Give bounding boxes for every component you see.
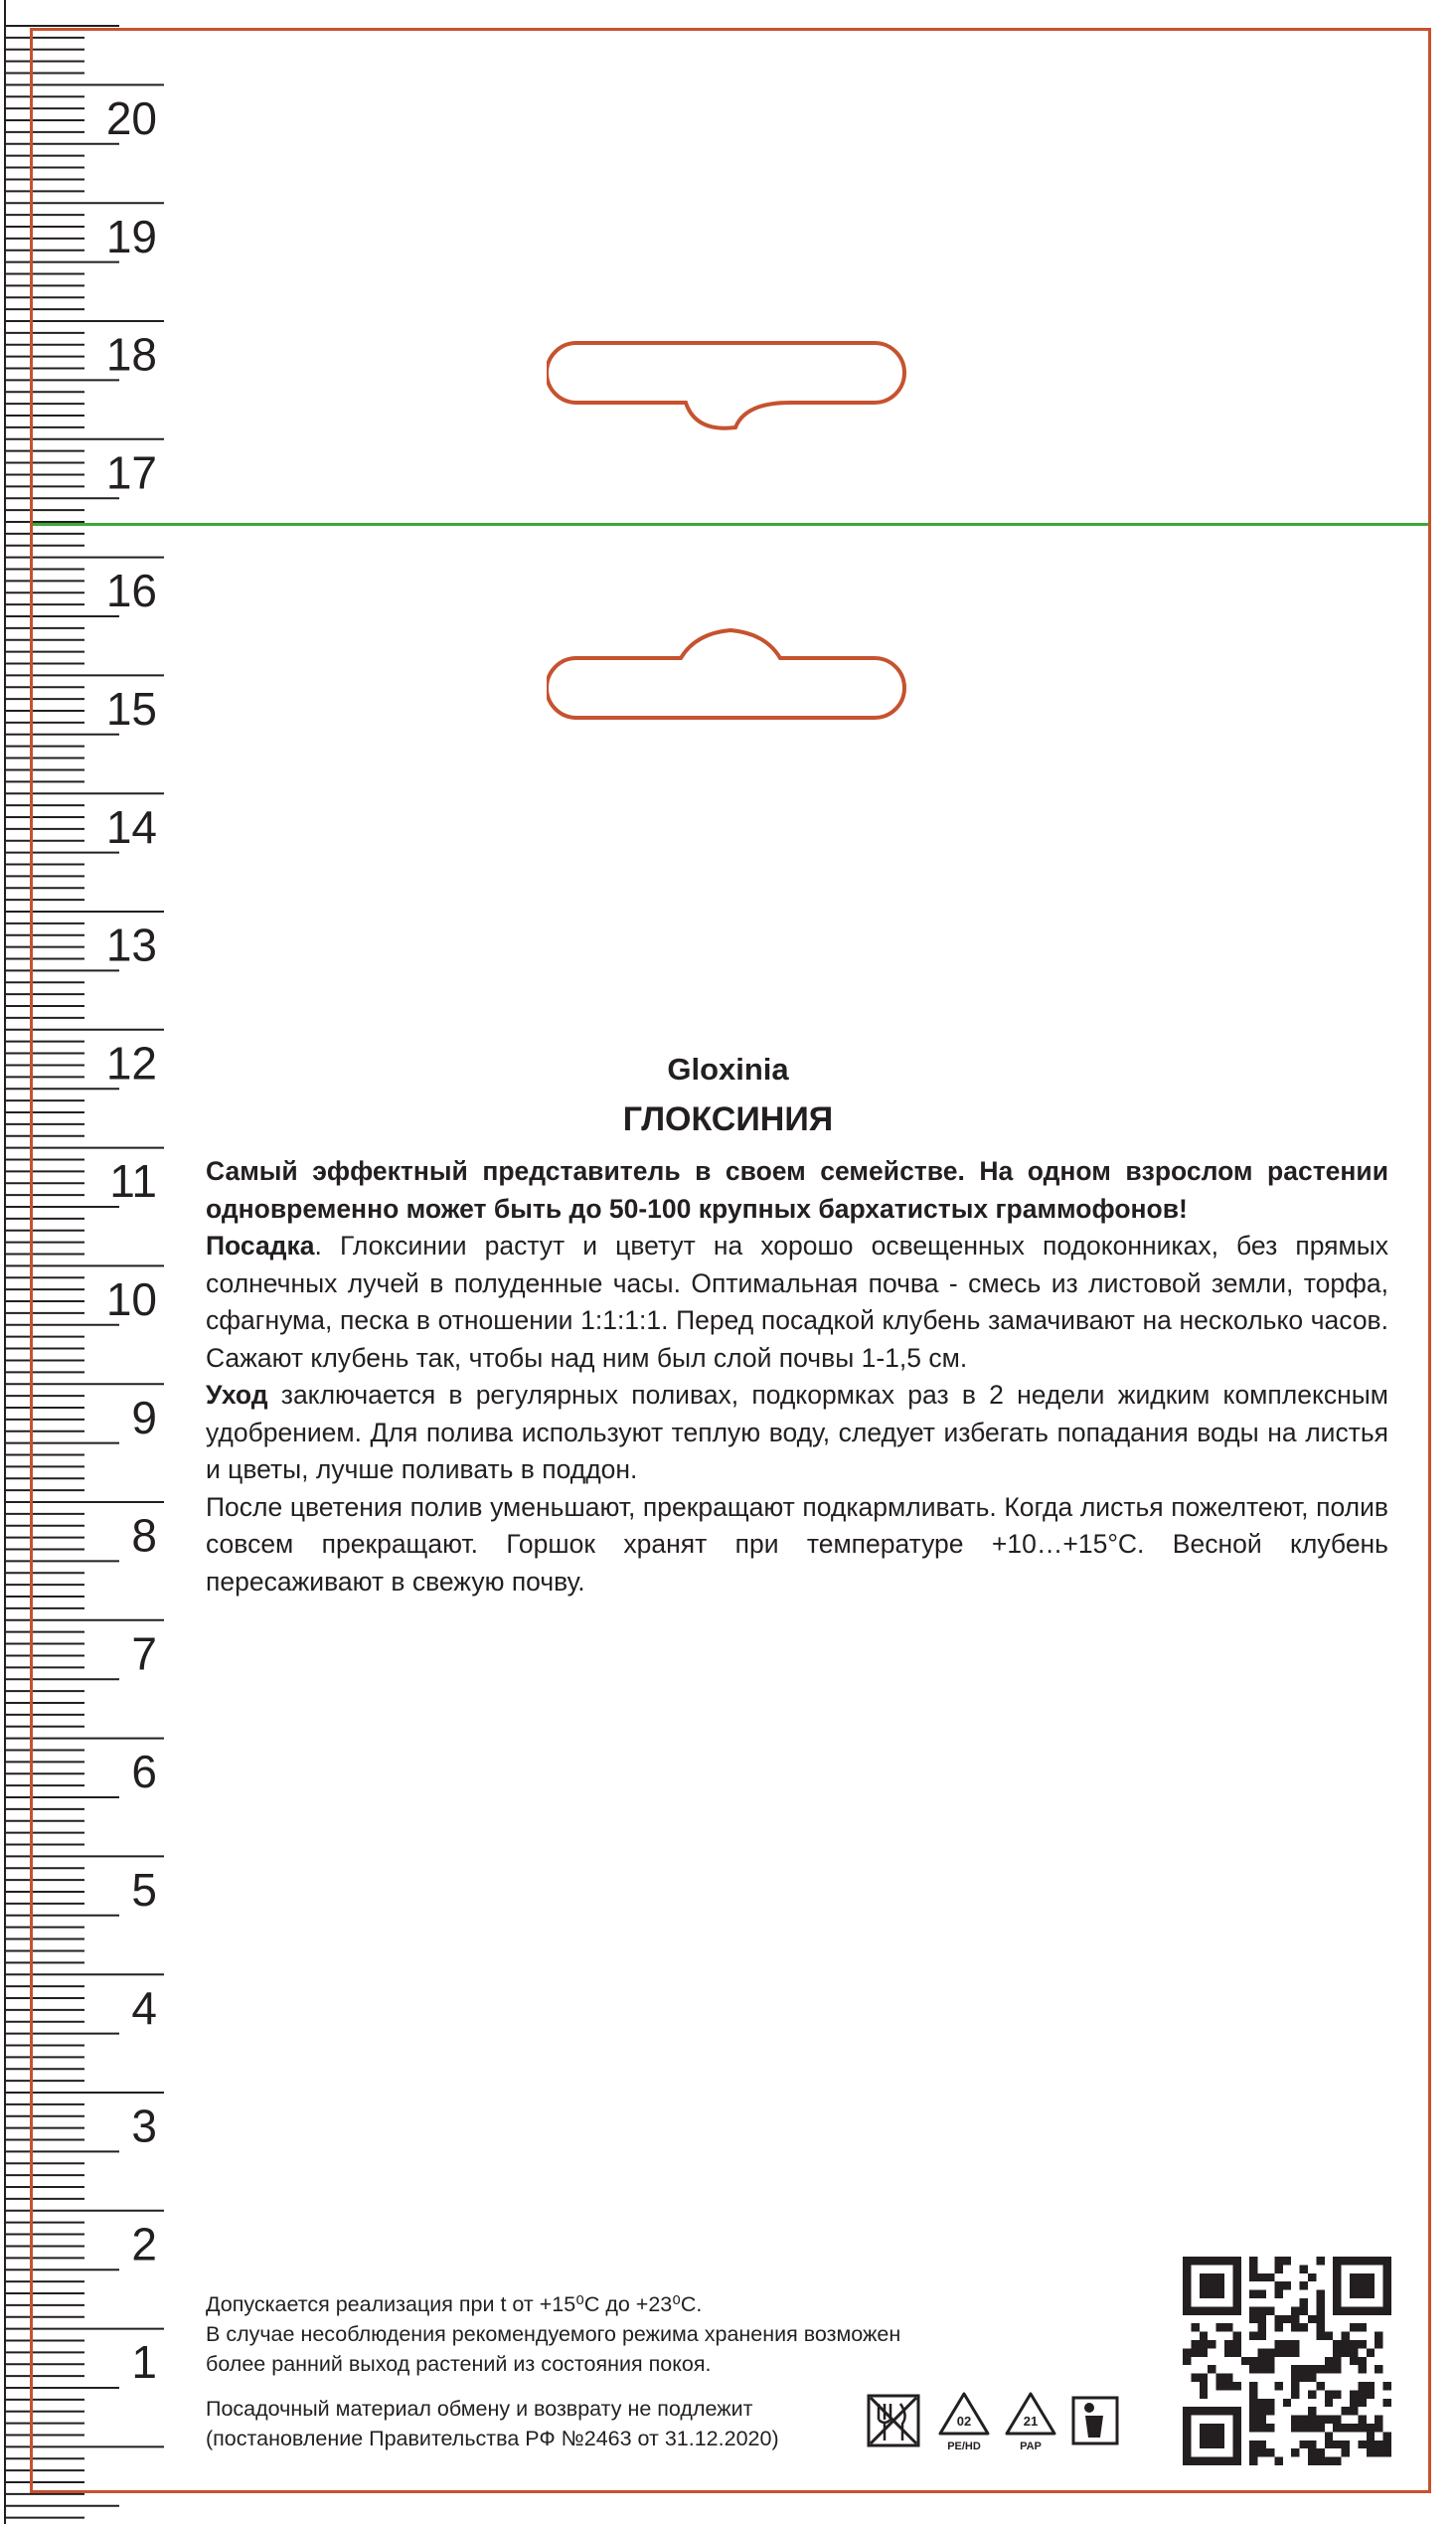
ruler-label: 1 <box>131 2336 157 2389</box>
hang-slot-bottom <box>547 608 914 728</box>
recycle-pe-number: 02 <box>956 2414 972 2429</box>
planting-paragraph <box>206 1228 1388 1377</box>
ruler-label: 11 <box>109 1155 157 1208</box>
care-text: заключается в регулярных поливах, подкормках раз в 2 недели жидким комплексным удобрением. Для полива используют теплую воду, следует избегать попадания воды на листья и цветы, лучше поливать в поддон. <box>206 1380 1388 1484</box>
ruler-label: 3 <box>131 2100 157 2152</box>
planting-label: Посадка <box>206 1231 315 1261</box>
product-russian-name: ГЛОКСИНИЯ <box>622 1100 834 1138</box>
recycle-pap-icon <box>1007 2394 1054 2452</box>
intro-text: Самый эффектный представитель в своем семействе. На одном взрослом растении одновременно может быть до 50-100 крупных бархатистых граммофонов! <box>206 1156 1388 1224</box>
ruler-label: 13 <box>105 919 157 971</box>
ruler-label: 2 <box>131 2218 157 2271</box>
description <box>206 1153 1388 1600</box>
recycle-pe-label: PE/HD <box>947 2440 981 2452</box>
ruler-label: 4 <box>131 1981 157 2034</box>
ruler-label: 10 <box>105 1273 157 1325</box>
warning-line-1: В случае несоблюдения рекомендуемого режима хранения возможен <box>206 2322 901 2346</box>
recycle-pe-hd-icon <box>940 2394 988 2452</box>
product-latin-name: Gloxinia <box>667 1052 789 1087</box>
packaging-icons <box>865 2386 1133 2455</box>
ruler-label: 20 <box>105 92 157 144</box>
ruler-label: 5 <box>131 1864 157 1916</box>
hang-slot-top <box>547 333 914 452</box>
warning-line-2: более ранний выход растений из состояния покоя. <box>206 2352 712 2376</box>
ruler-label: 9 <box>131 1391 157 1443</box>
no-food-contact-icon <box>869 2396 918 2445</box>
ruler-label: 18 <box>105 328 157 381</box>
ruler-label: 8 <box>131 1509 157 1562</box>
fold-line <box>33 523 1428 526</box>
ruler-label: 17 <box>105 446 157 499</box>
intro-paragraph <box>206 1153 1388 1228</box>
ruler-label: 14 <box>105 800 157 853</box>
qr-code-icon <box>1183 2257 1391 2465</box>
ruler-label: 7 <box>131 1627 157 1680</box>
after-bloom-paragraph: После цветения полив уменьшают, прекращают подкармливать. Когда листья пожелтеют, полив совсем прекращают. Горшок хранят при температуре +10…+15°С. Весной клубень пересаживают в свежую почву. <box>206 1491 1388 1597</box>
ruler-label: 15 <box>105 683 157 735</box>
storage-line: Допускается реализация при t от +15⁰С до +23⁰С. <box>206 2292 703 2316</box>
ruler-label: 16 <box>105 565 157 617</box>
ruler-label: 19 <box>105 210 157 262</box>
ruler-label: 6 <box>131 1746 157 1798</box>
recycle-pap-number: 21 <box>1023 2414 1039 2429</box>
return-line-1: Посадочный материал обмену и возврату не подлежит <box>206 2397 753 2421</box>
return-line-2: (постановление Правительства РФ №2463 от 31.12.2020) <box>206 2427 779 2450</box>
planting-text: . Глоксинии растут и цветут на хорошо освещенных подоконниках, без прямых солнечных лучей в полуденные часы. Оптимальная почва - смесь из листовой земли, торфа, сфагнума, песка в отношении 1:1:1:1. Перед посадкой клубень замачивают на несколько часов. Сажают клубень так, чтобы над ним был слой почвы 1-1,5 см. <box>206 1231 1388 1373</box>
ruler-label: 12 <box>105 1037 157 1090</box>
recycle-pap-label: PAP <box>1020 2440 1042 2452</box>
trash-bin-icon <box>1073 2398 1117 2443</box>
care-paragraph <box>206 1377 1388 1489</box>
care-label: Уход <box>206 1380 268 1410</box>
